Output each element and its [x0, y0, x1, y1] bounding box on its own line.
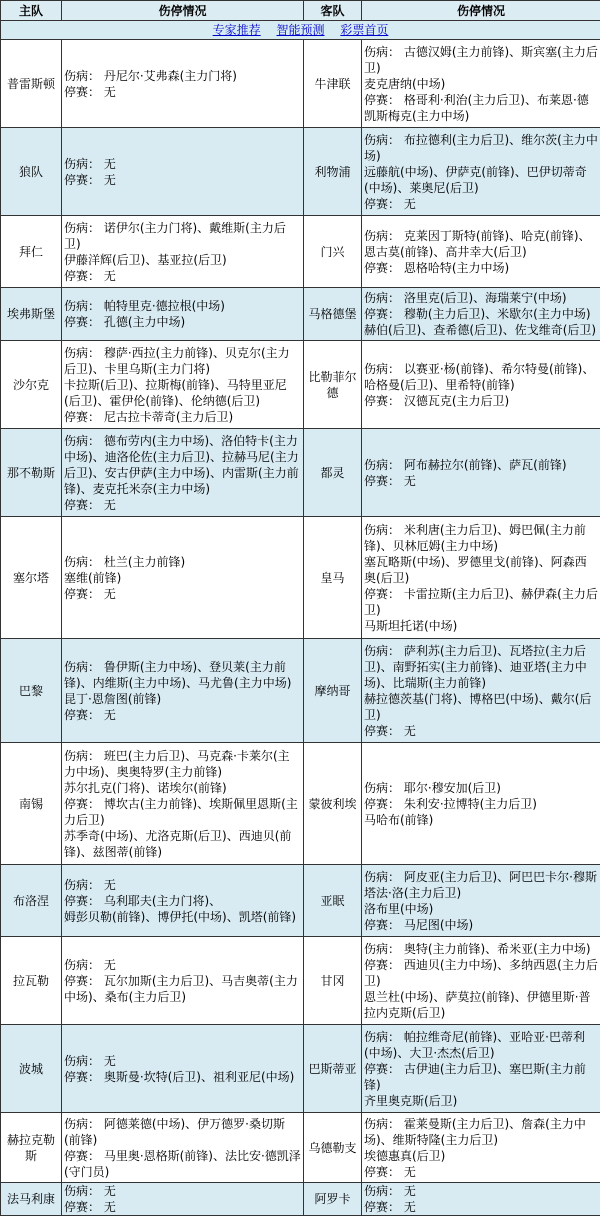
table-row — [1, 517, 600, 639]
info-line: 伤病： 洛里克(后卫)、海瑞莱宁(中场) — [364, 291, 567, 305]
away-injury-cell — [362, 216, 600, 288]
away-team-cell: 利物浦 — [304, 128, 362, 216]
info-line: 马哈布(前锋) — [364, 812, 434, 827]
info-line: 停赛： 孔德(主力中场) — [64, 315, 186, 329]
away-injury-cell — [362, 1113, 600, 1183]
table-row — [1, 288, 600, 341]
info-line: 伊藤洋辉(后卫)、基亚拉(后卫) — [64, 252, 227, 267]
home-injury-cell — [62, 429, 304, 517]
info-line: 伤病： 帕特里克·德拉根(中场) — [64, 299, 225, 313]
table-row — [1, 429, 600, 517]
home-team-cell: 赫拉克勒斯 — [1, 1113, 62, 1183]
info-line: 齐里奥克斯(后卫) — [364, 1093, 458, 1108]
info-line: 姆彭贝勒(前锋)、博伊托(中场)、凯塔(前锋) — [64, 909, 297, 924]
info-line: 卡拉斯(后卫)、拉斯梅(前锋)、马特里亚尼(后卫)、霍伊伦(前锋)、伦纳德(后卫) — [64, 377, 287, 408]
home-team-cell: 埃弗斯堡 — [1, 288, 62, 341]
away-injury-cell — [362, 128, 600, 216]
table-row — [1, 1025, 600, 1113]
away-injury-cell — [362, 1025, 600, 1113]
home-injury-cell — [62, 128, 304, 216]
away-team-cell: 比勒菲尔德 — [304, 341, 362, 429]
away-team-cell: 摩纳哥 — [304, 639, 362, 743]
info-line: 伤病： 无 — [64, 957, 116, 972]
nav-link-lottery-home[interactable]: 彩票首页 — [340, 23, 389, 37]
table-row — [1, 1183, 600, 1216]
home-team-cell: 塞尔塔 — [1, 517, 62, 639]
away-team-cell: 阿罗卡 — [304, 1183, 362, 1216]
table-header — [1, 1, 600, 21]
info-line: 停赛： 格哥利·利治(主力后卫)、布莱恩·德凯斯梅克(主力中场) — [364, 92, 589, 123]
nav-link-expert[interactable]: 专家推荐 — [212, 23, 261, 37]
away-injury-cell — [362, 639, 600, 743]
info-line: 停赛： 乌利耶夫(主力门将)、 — [64, 893, 222, 908]
nav-link-prediction[interactable]: 智能预测 — [276, 23, 325, 37]
info-line: 伤病： 霍莱曼斯(主力后卫)、詹森(主力中场)、维斯特隆(主力后卫) — [364, 1116, 586, 1147]
table-row — [1, 1113, 600, 1183]
info-line: 麦克唐纳(中场) — [364, 76, 446, 91]
info-line: 伤病： 阿布赫拉尔(前锋)、萨瓦(前锋) — [364, 457, 567, 472]
away-injury-cell — [362, 1183, 600, 1216]
info-line: 停赛： 无 — [364, 473, 416, 488]
info-line: 停赛： 无 — [364, 1164, 416, 1179]
info-line: 伤病： 帕拉维奇尼(前锋)、亚哈亚·巴蒂利(中场)、大卫·杰杰(后卫) — [364, 1029, 585, 1060]
info-line: 停赛： 瓦尔加斯(主力后卫)、马吉奥蒂(主力中场)、桑布(主力后卫) — [64, 973, 298, 1004]
table-row — [1, 216, 600, 288]
info-line: 伤病： 无 — [64, 877, 116, 892]
home-team-cell: 沙尔克 — [1, 341, 62, 429]
info-line: 伤病： 无 — [64, 1184, 116, 1198]
info-line: 伤病： 米利唐(主力后卫)、姆巴佩(主力前锋)、贝林厄姆(主力中场) — [364, 522, 586, 553]
home-injury-cell — [62, 1113, 304, 1183]
away-team-cell: 巴斯蒂亚 — [304, 1025, 362, 1113]
home-team-cell: 那不勒斯 — [1, 429, 62, 517]
info-line: 停赛： 朱利安·拉博特(主力后卫) — [364, 796, 537, 811]
table-row — [1, 865, 600, 937]
info-line: 伤病： 以赛亚·杨(前锋)、希尔特曼(前锋)、哈格曼(后卫)、里希特(前锋) — [364, 361, 595, 392]
info-line: 伤病： 班巴(主力后卫)、马克森·卡莱尔(主力中场)、奥奥特罗(主力前锋) — [64, 748, 290, 779]
nav-cell — [1, 21, 600, 40]
header-home-team: 主队 — [1, 1, 62, 21]
home-team-cell: 布洛涅 — [1, 865, 62, 937]
away-team-cell: 甘冈 — [304, 937, 362, 1025]
info-line: 伤病： 无 — [364, 1184, 416, 1198]
home-injury-cell — [62, 937, 304, 1025]
info-line: 伤病： 奥特(主力前锋)、希米亚(主力中场) — [364, 941, 591, 956]
info-line: 停赛： 汉德瓦克(主力后卫) — [364, 393, 510, 408]
info-line: 停赛： 无 — [64, 707, 116, 722]
table-row — [1, 743, 600, 865]
info-line: 伤病： 无 — [64, 156, 116, 171]
info-line: 停赛： 恩格哈特(主力中场) — [364, 260, 510, 275]
home-injury-cell — [62, 40, 304, 128]
header-away-team: 客队 — [304, 1, 362, 21]
home-injury-cell — [62, 865, 304, 937]
info-line: 伤病： 克莱因丁斯特(前锋)、哈克(前锋)、恩古莫(前锋)、高井幸大(后卫) — [364, 228, 591, 259]
home-injury-cell — [62, 743, 304, 865]
info-line: 停赛： 尼古拉卡蒂奇(主力后卫) — [64, 409, 234, 424]
info-line: 塞维(前锋) — [64, 570, 122, 585]
info-line: 停赛： 无 — [364, 1200, 416, 1214]
info-line: 停赛： 马里奥·恩格斯(前锋)、法比安·德凯泽(守门员) — [64, 1148, 301, 1179]
info-line: 停赛： 无 — [64, 268, 116, 283]
info-line: 停赛： 无 — [64, 1200, 116, 1214]
away-team-cell: 亚眠 — [304, 865, 362, 937]
info-line: 停赛： 博坎古(主力前锋)、埃斯佩里恩斯(主力后卫) — [64, 796, 298, 827]
info-line: 停赛： 无 — [364, 723, 416, 738]
info-line: 伤病： 鲁伊斯(主力中场)、登贝莱(主力前锋)、内维斯(主力中场)、马尤鲁(主力中场) — [64, 659, 292, 690]
info-line: 停赛： 穆勒(主力后卫)、米歇尔(主力中场) — [364, 307, 591, 321]
nav-bar — [1, 21, 600, 40]
info-line: 苏季奇(中场)、尤洛克斯(后卫)、西迪贝(前锋)、兹图蒂(前锋) — [64, 828, 292, 859]
home-team-cell: 拜仁 — [1, 216, 62, 288]
info-line: 停赛： 无 — [64, 84, 116, 99]
home-team-cell: 巴黎 — [1, 639, 62, 743]
home-injury-cell — [62, 1025, 304, 1113]
info-line: 远藤航(中场)、伊萨克(前锋)、巴伊切蒂奇(中场)、莱奥尼(后卫) — [364, 164, 587, 195]
home-injury-cell — [62, 517, 304, 639]
home-team-cell: 普雷斯顿 — [1, 40, 62, 128]
home-team-cell: 拉瓦勒 — [1, 937, 62, 1025]
away-injury-cell — [362, 341, 600, 429]
info-line: 赫拉德茨基(门将)、博格巴(中场)、戴尔(后卫) — [364, 691, 592, 722]
away-injury-cell — [362, 937, 600, 1025]
away-injury-cell — [362, 865, 600, 937]
table-body — [1, 40, 600, 1216]
info-line: 停赛： 马尼图(中场) — [364, 917, 474, 932]
home-injury-cell — [62, 1183, 304, 1216]
info-line: 停赛： 无 — [64, 172, 116, 187]
away-team-cell: 蒙彼利埃 — [304, 743, 362, 865]
home-injury-cell — [62, 639, 304, 743]
away-injury-cell — [362, 40, 600, 128]
info-line: 伤病： 杜兰(主力前锋) — [64, 554, 186, 569]
away-injury-cell — [362, 429, 600, 517]
info-line: 伤病： 德布劳内(主力中场)、洛伯特卡(主力中场)、迪洛伦佐(主力后卫)、拉赫马尼(主力后卫)、安古伊萨(主力中场)、内雷斯(主力前锋)、麦克托米奈(主力中场) — [64, 433, 299, 496]
table-row — [1, 341, 600, 429]
info-line: 埃德惠真(后卫) — [364, 1148, 446, 1163]
home-injury-cell — [62, 341, 304, 429]
info-line: 伤病： 诺伊尔(主力门将)、戴维斯(主力后卫) — [64, 220, 286, 251]
home-injury-cell — [62, 288, 304, 341]
info-line: 伤病： 古德汉姆(主力前锋)、斯宾塞(主力后卫) — [364, 44, 598, 75]
away-team-cell: 都灵 — [304, 429, 362, 517]
info-line: 伤病： 萨利苏(主力后卫)、瓦塔拉(主力后卫)、南野拓实(主力前锋)、迪亚塔(主力中场)、比瑞斯(主力前锋) — [364, 643, 587, 690]
info-line: 伤病： 布拉德利(主力后卫)、维尔茨(主力中场) — [364, 132, 598, 163]
info-line: 停赛： 无 — [364, 196, 416, 211]
info-line: 马斯坦托诺(中场) — [364, 618, 458, 633]
info-line: 伤病： 阿皮亚(主力后卫)、阿巴巴卡尔·穆斯塔法·洛(主力后卫) — [364, 869, 597, 900]
info-line: 停赛： 卡雷拉斯(主力后卫)、赫伊森(主力后卫) — [364, 586, 598, 617]
home-team-cell: 波城 — [1, 1025, 62, 1113]
away-team-cell: 门兴 — [304, 216, 362, 288]
table-row — [1, 937, 600, 1025]
info-line: 停赛： 奥斯曼·坎特(后卫)、祖利亚尼(中场) — [64, 1069, 295, 1084]
info-line: 苏尔扎克(门将)、诺埃尔(前锋) — [64, 780, 227, 795]
home-team-cell: 狼队 — [1, 128, 62, 216]
home-injury-cell — [62, 216, 304, 288]
away-injury-cell — [362, 517, 600, 639]
info-line: 昆丁·恩詹图(前锋) — [64, 691, 162, 706]
info-line: 伤病： 阿德莱德(中场)、伊万德罗·桑切斯(前锋) — [64, 1116, 285, 1147]
header-home-info: 伤停情况 — [62, 1, 304, 21]
away-team-cell: 牛津联 — [304, 40, 362, 128]
info-line: 洛布里(中场) — [364, 901, 434, 916]
info-line: 伤病： 无 — [64, 1053, 116, 1068]
info-line: 伤病： 耶尔·穆安加(后卫) — [364, 780, 501, 795]
info-line: 恩兰杜(中场)、萨莫拉(前锋)、伊德里斯·普拉内克斯(后卫) — [364, 989, 591, 1020]
info-line: 停赛： 无 — [64, 497, 116, 512]
away-team-cell: 马格德堡 — [304, 288, 362, 341]
info-line: 停赛： 西迪贝(主力中场)、多纳西恩(主力后卫) — [364, 957, 598, 988]
info-line: 赫伯(后卫)、查希德(后卫)、佐戈维奇(后卫) — [364, 323, 597, 337]
info-line: 停赛： 无 — [64, 586, 116, 601]
away-team-cell: 皇马 — [304, 517, 362, 639]
header-away-info: 伤停情况 — [362, 1, 600, 21]
away-injury-cell — [362, 288, 600, 341]
table-row — [1, 128, 600, 216]
info-line: 伤病： 丹尼尔·艾弗森(主力门将) — [64, 68, 237, 83]
away-team-cell: 乌德勒支 — [304, 1113, 362, 1183]
table-row — [1, 639, 600, 743]
info-line: 塞瓦略斯(中场)、罗德里戈(前锋)、阿森西奥(后卫) — [364, 554, 587, 585]
table-row — [1, 40, 600, 128]
away-injury-cell — [362, 743, 600, 865]
info-line: 伤病： 穆萨·西拉(主力前锋)、贝克尔(主力后卫)、卡里乌斯(主力门将) — [64, 345, 290, 376]
home-team-cell: 法马利康 — [1, 1183, 62, 1216]
home-team-cell: 南锡 — [1, 743, 62, 865]
info-line: 停赛： 古伊迪(主力后卫)、塞巴斯(主力前锋) — [364, 1061, 586, 1092]
